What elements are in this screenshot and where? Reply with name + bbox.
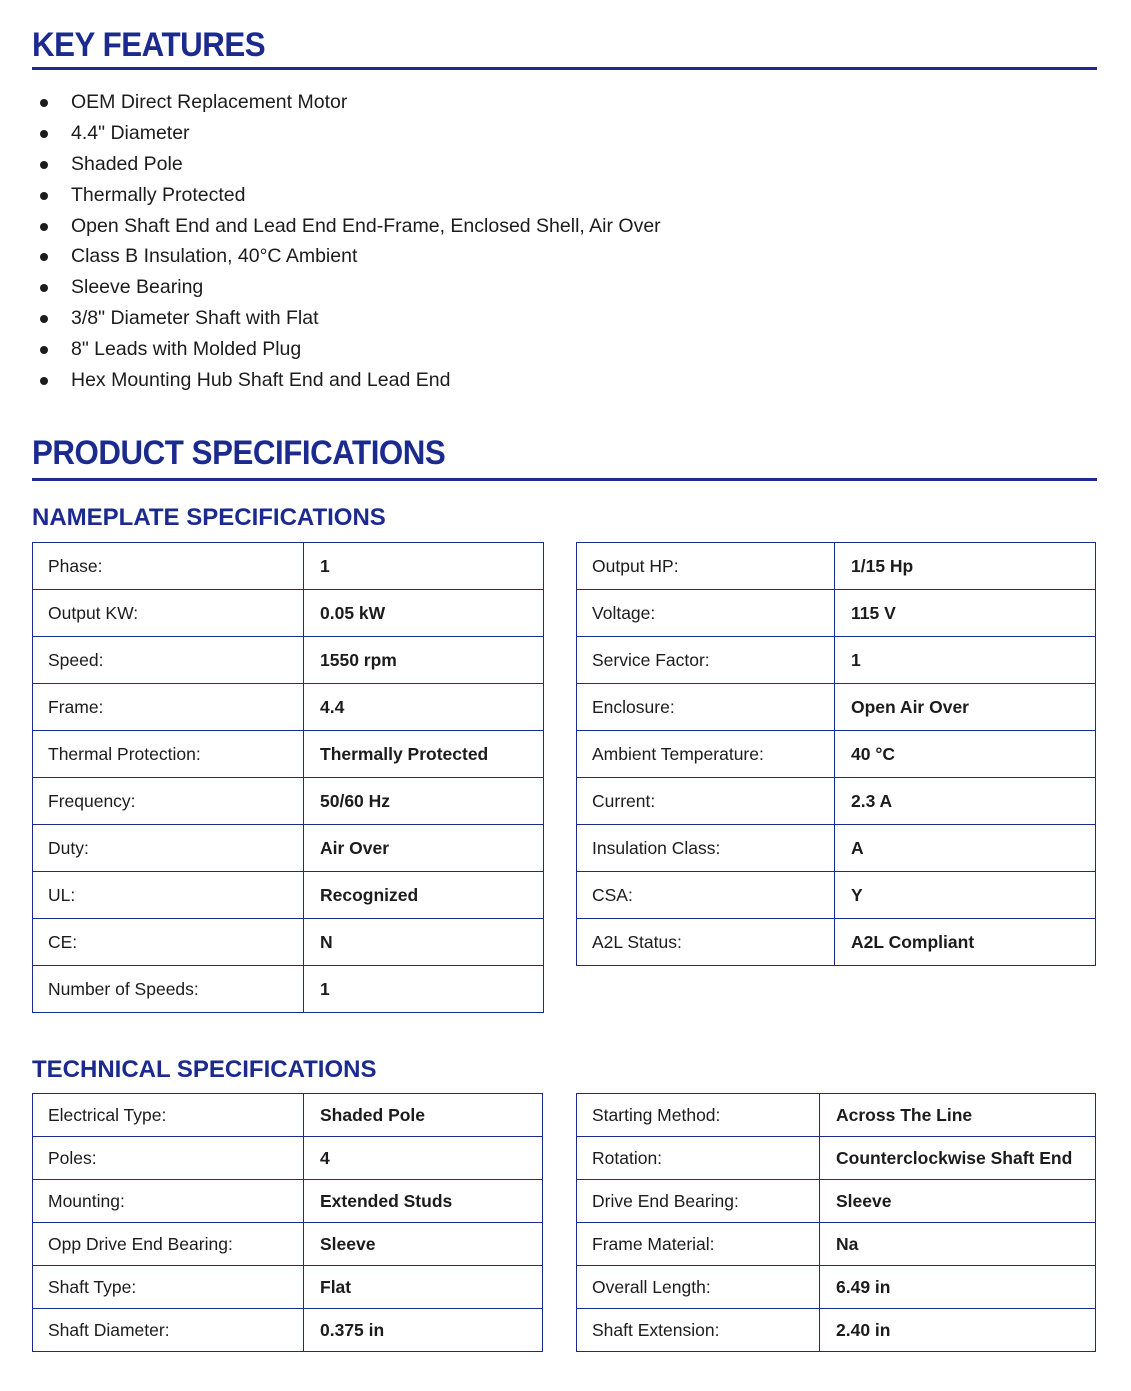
feature-text: Thermally Protected (71, 183, 246, 206)
spec-value: 1/15 Hp (835, 543, 1096, 590)
spec-value: 1550 rpm (304, 637, 544, 684)
spec-label: Voltage: (577, 590, 835, 637)
key-features-list (38, 87, 661, 396)
spec-value: 2.40 in (820, 1309, 1096, 1352)
spec-label: Shaft Diameter: (33, 1309, 304, 1352)
spec-row (577, 1266, 1096, 1309)
feature-text: Open Shaft End and Lead End End-Frame, Enclosed Shell, Air Over (71, 214, 661, 237)
spec-label: Number of Speeds: (33, 966, 304, 1013)
spec-label: Poles: (33, 1137, 304, 1180)
feature-item (38, 180, 661, 211)
spec-value: 50/60 Hz (304, 778, 544, 825)
spec-value: 0.05 kW (304, 590, 544, 637)
feature-item (38, 87, 661, 118)
spec-value: Na (820, 1223, 1096, 1266)
spec-value: 6.49 in (820, 1266, 1096, 1309)
spec-value: 1 (304, 966, 544, 1013)
feature-item (38, 365, 661, 396)
bullet-icon (40, 223, 48, 231)
spec-row (33, 778, 544, 825)
spec-row (577, 1180, 1096, 1223)
spec-label: Insulation Class: (577, 825, 835, 872)
spec-label: UL: (33, 872, 304, 919)
bullet-icon (40, 99, 48, 107)
feature-item (38, 241, 661, 272)
spec-row (577, 1223, 1096, 1266)
technical-table-right (576, 1093, 1096, 1352)
nameplate-specifications-heading: NAMEPLATE SPECIFICATIONS (32, 504, 386, 531)
spec-label: Frequency: (33, 778, 304, 825)
spec-row (33, 684, 544, 731)
spec-value: Air Over (304, 825, 544, 872)
spec-value: 115 V (835, 590, 1096, 637)
spec-value: N (304, 919, 544, 966)
spec-value: A2L Compliant (835, 919, 1096, 966)
spec-value: A (835, 825, 1096, 872)
spec-row (577, 872, 1096, 919)
spec-row (33, 825, 544, 872)
bullet-icon (40, 130, 48, 138)
spec-row (577, 825, 1096, 872)
spec-label: Opp Drive End Bearing: (33, 1223, 304, 1266)
spec-label: Drive End Bearing: (577, 1180, 820, 1223)
spec-value: Extended Studs (304, 1180, 543, 1223)
spec-row (577, 1137, 1096, 1180)
spec-row (33, 1137, 543, 1180)
spec-row (33, 543, 544, 590)
feature-text: OEM Direct Replacement Motor (71, 91, 348, 113)
spec-value: 4 (304, 1137, 543, 1180)
spec-row (33, 966, 544, 1013)
feature-text: 4.4" Diameter (71, 121, 190, 144)
spec-label: Output HP: (577, 543, 835, 590)
spec-label: Enclosure: (577, 684, 835, 731)
spec-value: 1 (304, 543, 544, 590)
bullet-icon (40, 192, 48, 200)
bullet-icon (40, 161, 48, 169)
spec-label: Speed: (33, 637, 304, 684)
bullet-icon (40, 346, 48, 354)
feature-item (38, 303, 661, 334)
spec-label: A2L Status: (577, 919, 835, 966)
feature-text: Class B Insulation, 40°C Ambient (71, 245, 358, 268)
spec-row (33, 731, 544, 778)
feature-item (38, 149, 661, 180)
feature-item (38, 211, 661, 242)
spec-row (33, 1266, 543, 1309)
key-features-divider (32, 67, 1097, 70)
spec-label: Ambient Temperature: (577, 731, 835, 778)
spec-label: Electrical Type: (33, 1094, 304, 1137)
feature-text: Hex Mounting Hub Shaft End and Lead End (71, 369, 451, 392)
spec-label: Frame: (33, 684, 304, 731)
spec-value: 1 (835, 637, 1096, 684)
spec-label: Output KW: (33, 590, 304, 637)
spec-row (577, 919, 1096, 966)
feature-text: Shaded Pole (71, 152, 183, 175)
feature-item (38, 118, 661, 149)
spec-row (33, 1094, 543, 1137)
spec-value: Counterclockwise Shaft End (820, 1137, 1096, 1180)
spec-value: Flat (304, 1266, 543, 1309)
spec-row (577, 1309, 1096, 1352)
technical-table-left (32, 1093, 543, 1352)
spec-value: 0.375 in (304, 1309, 543, 1352)
spec-value: Open Air Over (835, 684, 1096, 731)
feature-text: 3/8" Diameter Shaft with Flat (71, 307, 319, 330)
spec-label: Rotation: (577, 1137, 820, 1180)
spec-label: CSA: (577, 872, 835, 919)
spec-value: Sleeve (304, 1223, 543, 1266)
feature-item (38, 334, 661, 365)
spec-label: Shaft Type: (33, 1266, 304, 1309)
spec-value: Sleeve (820, 1180, 1096, 1223)
spec-row (577, 731, 1096, 778)
bullet-icon (40, 377, 48, 385)
feature-item (38, 272, 661, 303)
spec-label: Frame Material: (577, 1223, 820, 1266)
spec-label: Duty: (33, 825, 304, 872)
product-specifications-heading: PRODUCT SPECIFICATIONS (32, 434, 446, 472)
nameplate-table-left (32, 542, 544, 1013)
spec-row (33, 637, 544, 684)
spec-label: Phase: (33, 543, 304, 590)
feature-text: Sleeve Bearing (71, 276, 204, 299)
spec-label: Thermal Protection: (33, 731, 304, 778)
spec-row (577, 778, 1096, 825)
spec-row (577, 590, 1096, 637)
spec-label: CE: (33, 919, 304, 966)
spec-row (577, 543, 1096, 590)
spec-value: Across The Line (820, 1094, 1096, 1137)
spec-value: Shaded Pole (304, 1094, 543, 1137)
spec-label: Starting Method: (577, 1094, 820, 1137)
spec-row (33, 1180, 543, 1223)
spec-row (33, 590, 544, 637)
spec-row (33, 1223, 543, 1266)
spec-row (33, 1309, 543, 1352)
bullet-icon (40, 284, 48, 292)
spec-row (33, 919, 544, 966)
key-features-heading: KEY FEATURES (32, 26, 266, 64)
feature-text: 8" Leads with Molded Plug (71, 338, 302, 361)
spec-value: Thermally Protected (304, 731, 544, 778)
spec-value: 2.3 A (835, 778, 1096, 825)
technical-specifications-heading: TECHNICAL SPECIFICATIONS (32, 1056, 377, 1083)
spec-value: 40 °C (835, 731, 1096, 778)
spec-row (577, 637, 1096, 684)
spec-value: Recognized (304, 872, 544, 919)
spec-value: 4.4 (304, 684, 544, 731)
spec-label: Current: (577, 778, 835, 825)
spec-row (577, 1094, 1096, 1137)
bullet-icon (40, 253, 48, 261)
product-specifications-divider (32, 478, 1097, 481)
spec-row (577, 684, 1096, 731)
bullet-icon (40, 315, 48, 323)
spec-value: Y (835, 872, 1096, 919)
spec-row (33, 872, 544, 919)
spec-label: Shaft Extension: (577, 1309, 820, 1352)
spec-label: Mounting: (33, 1180, 304, 1223)
nameplate-table-right (576, 542, 1096, 966)
spec-label: Overall Length: (577, 1266, 820, 1309)
spec-label: Service Factor: (577, 637, 835, 684)
